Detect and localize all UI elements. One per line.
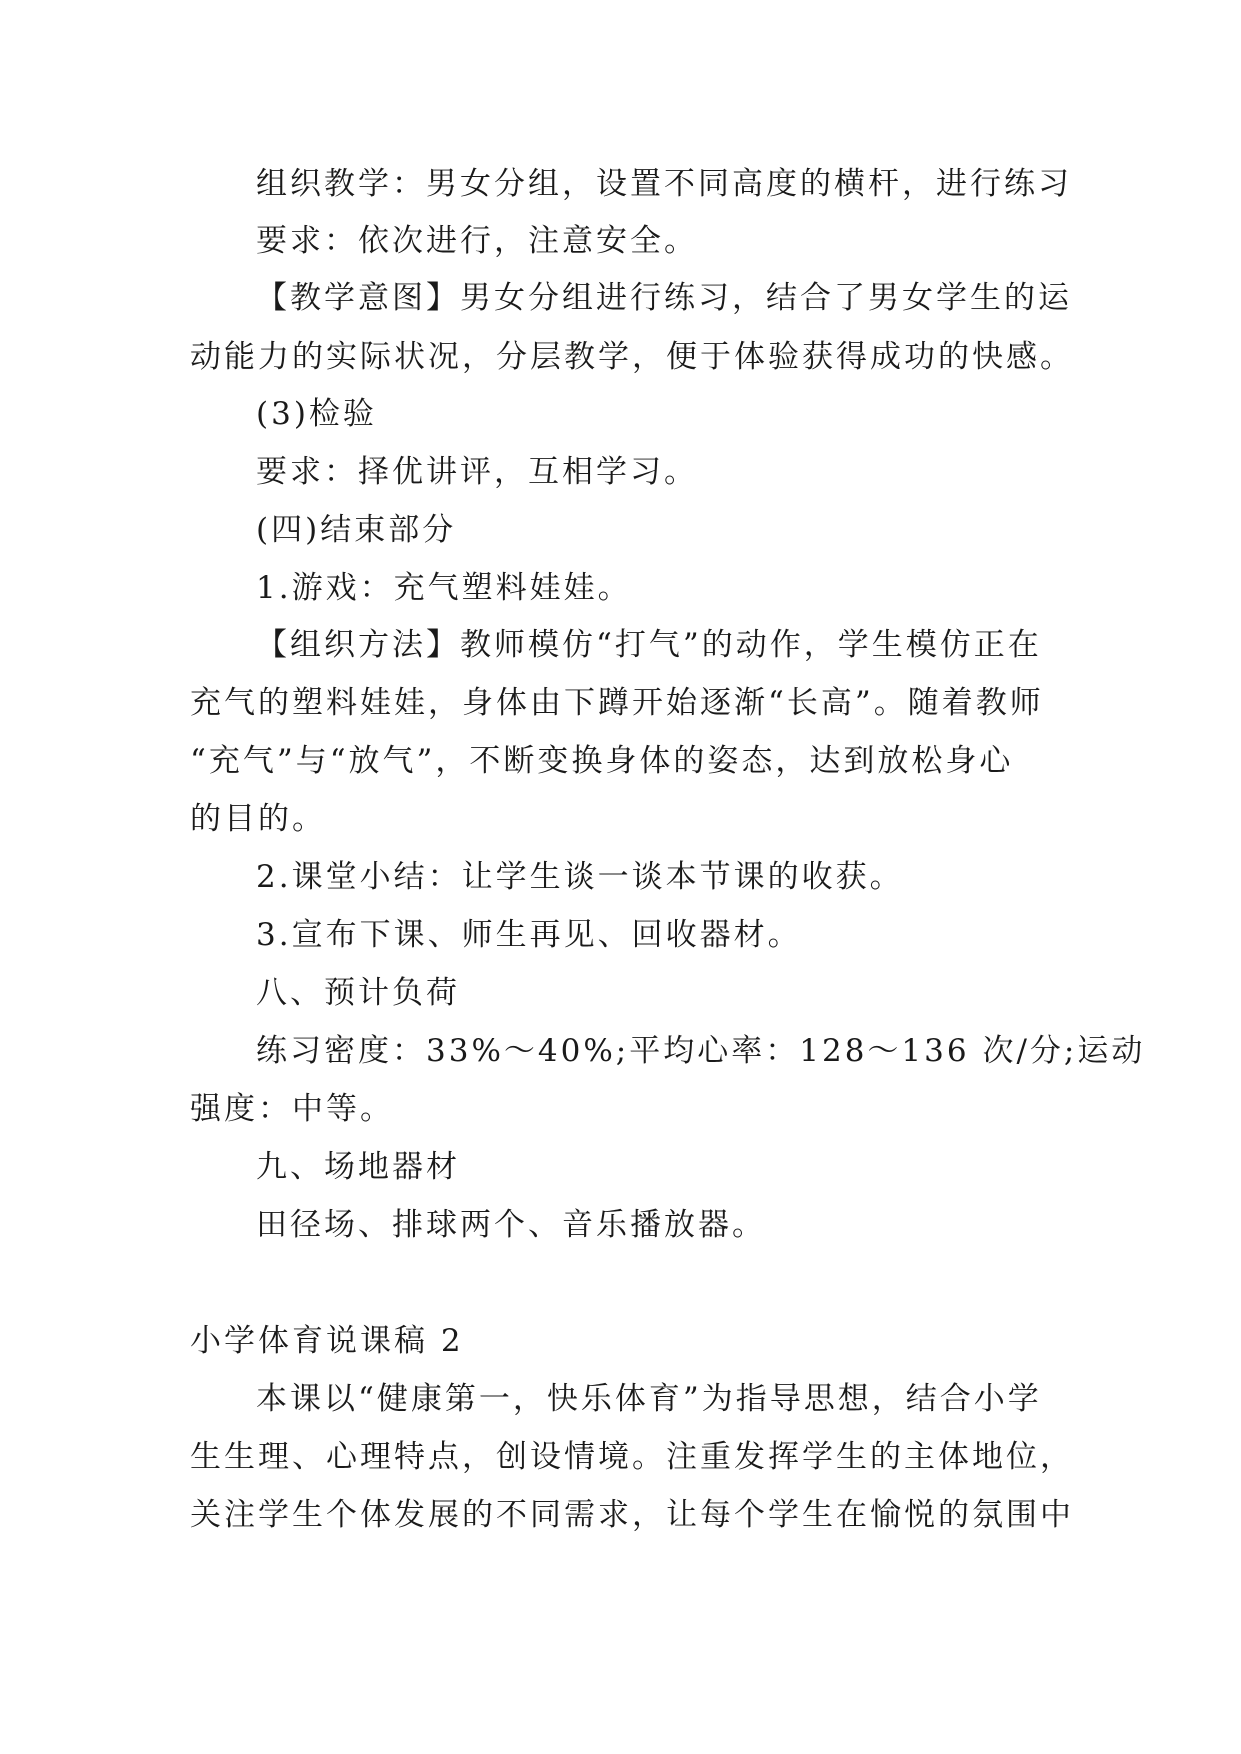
paragraph-game: 1.游戏：充气塑料娃娃。 bbox=[256, 570, 632, 606]
paragraph-intro-line2: 生生理、心理特点，创设情境。注重发挥学生的主体地位， bbox=[190, 1439, 1074, 1475]
paragraph-organize-teaching: 组织教学：男女分组，设置不同高度的横杆，进行练习 bbox=[256, 166, 1072, 202]
paragraph-load-line1: 练习密度：33%～40%;平均心率：128～136 次/分;运动 bbox=[256, 1033, 1146, 1069]
paragraph-method-line4: 的目的。 bbox=[190, 801, 326, 837]
section-heading-load: 八、预计负荷 bbox=[256, 975, 460, 1011]
paragraph-method-line2: 充气的塑料娃娃，身体由下蹲开始逐渐“长高”。随着教师 bbox=[190, 685, 1044, 721]
paragraph-check-heading: (3)检验 bbox=[256, 396, 377, 432]
paragraph-method-line1: 【组织方法】教师模仿“打气”的动作，学生模仿正在 bbox=[256, 627, 1042, 663]
paragraph-load-line2: 强度：中等。 bbox=[190, 1091, 394, 1127]
paragraph-requirement-review: 要求：择优讲评，互相学习。 bbox=[256, 454, 698, 490]
paragraph-requirement-safety: 要求：依次进行，注意安全。 bbox=[256, 223, 698, 259]
paragraph-dismiss: 3.宣布下课、师生再见、回收器材。 bbox=[256, 917, 802, 953]
article-title-2: 小学体育说课稿 2 bbox=[190, 1323, 464, 1359]
paragraph-intro-line3: 关注学生个体发展的不同需求，让每个学生在愉悦的氛围中 bbox=[190, 1497, 1074, 1533]
paragraph-ending-section: (四)结束部分 bbox=[256, 512, 457, 548]
paragraph-teaching-intent-line2: 动能力的实际状况，分层教学，便于体验获得成功的快感。 bbox=[190, 339, 1074, 375]
paragraph-equipment: 田径场、排球两个、音乐播放器。 bbox=[256, 1207, 766, 1243]
paragraph-method-line3: “充气”与“放气”，不断变换身体的姿态，达到放松身心 bbox=[190, 743, 1014, 779]
paragraph-intro-line1: 本课以“健康第一，快乐体育”为指导思想，结合小学 bbox=[256, 1381, 1042, 1417]
section-heading-equipment: 九、场地器材 bbox=[256, 1149, 460, 1185]
paragraph-teaching-intent-line1: 【教学意图】男女分组进行练习，结合了男女学生的运 bbox=[256, 280, 1072, 316]
paragraph-summary: 2.课堂小结：让学生谈一谈本节课的收获。 bbox=[256, 859, 904, 895]
